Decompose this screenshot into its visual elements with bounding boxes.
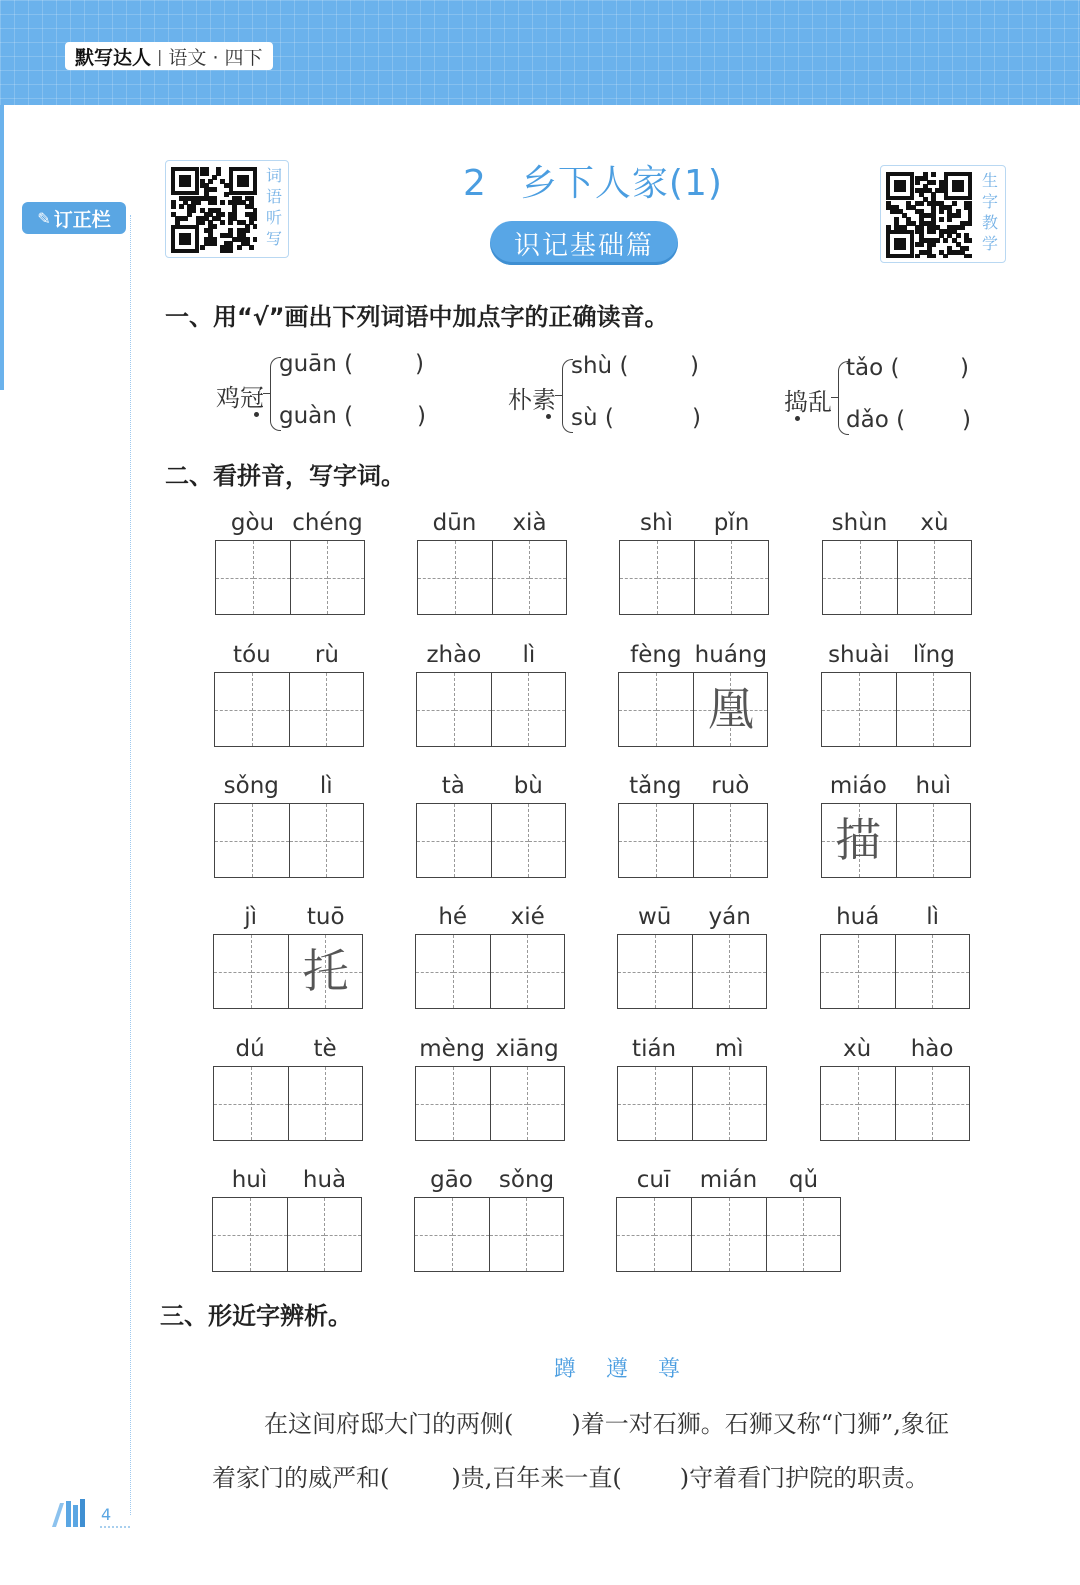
grid-cell-half <box>416 1067 453 1140</box>
grid-cell-half <box>729 1198 766 1271</box>
grid-cell-half <box>895 935 932 1008</box>
writing-grid[interactable] <box>820 934 970 1009</box>
grid-cell-half <box>252 804 289 877</box>
grid-cell-half <box>803 1198 840 1271</box>
grid-cell-half <box>617 1198 654 1271</box>
qr-code-icon <box>886 172 972 258</box>
emphasis-dot <box>254 412 259 417</box>
grid-cell-half <box>251 1067 288 1140</box>
grid-cell-half <box>327 541 364 614</box>
pronunciation-option[interactable]: guān ( <box>279 351 354 377</box>
qr-character-teaching[interactable] <box>880 165 1006 263</box>
qr-label: 生 字 教 学 <box>981 171 998 253</box>
grid-cell-half <box>654 1198 691 1271</box>
grid-cell-half <box>729 935 766 1008</box>
margin-divider <box>130 215 131 1515</box>
qr-label: 词 语 听 写 <box>265 166 282 248</box>
pinyin-label: mián <box>699 1167 758 1193</box>
grid-cell-half <box>655 1067 692 1140</box>
prefilled-character: 描 <box>835 813 882 867</box>
pinyin-label: huì <box>231 1167 268 1193</box>
qr-dictation[interactable] <box>165 160 289 258</box>
pronunciation-option[interactable]: guàn ( <box>279 403 354 429</box>
grid-cell-half <box>656 673 693 746</box>
grid-cell-half <box>415 1198 452 1271</box>
writing-grid[interactable] <box>416 803 566 878</box>
writing-grid[interactable] <box>214 803 364 878</box>
pinyin-label: xù <box>842 1036 872 1062</box>
grid-cell-half <box>251 935 288 1008</box>
pinyin-label: fèng <box>630 642 682 668</box>
pronunciation-option[interactable]: shù ( <box>571 353 629 379</box>
pinyin-label: jì <box>244 904 258 930</box>
target-word: 捣乱 <box>784 388 832 416</box>
grid-cell-half <box>823 541 860 614</box>
grid-cell-half <box>618 935 655 1008</box>
grid-cell-half <box>416 935 453 1008</box>
brand-subtitle: 语文 · 四下 <box>168 46 263 69</box>
grid-cell-half <box>729 1067 766 1140</box>
pinyin-label: hé <box>438 904 468 930</box>
page-number-underline <box>100 1526 130 1528</box>
pinyin-label: lì <box>522 642 536 668</box>
grid-cell-half <box>215 804 252 877</box>
question-3-title: 三、形近字辨析。 <box>160 1302 352 1330</box>
grid-cell-half <box>692 935 729 1008</box>
prefilled-character: 凰 <box>707 682 754 736</box>
lesson-name: 乡下人家(1) <box>520 163 723 204</box>
pinyin-label: gāo <box>430 1167 473 1193</box>
writing-grid[interactable] <box>415 1066 565 1141</box>
pinyin-label: pǐn <box>713 510 750 536</box>
pinyin-label: xiāng <box>495 1036 559 1062</box>
pronunciation-option[interactable]: dǎo ( <box>846 407 906 433</box>
pinyin-label: shùn <box>831 510 888 536</box>
section-badge: 识记基础篇 <box>490 221 678 265</box>
pinyin-label: tián <box>632 1036 677 1062</box>
writing-grid[interactable] <box>214 672 364 747</box>
pinyin-label: dūn <box>432 510 477 536</box>
grid-cell-half <box>452 1198 489 1271</box>
pinyin-label: rù <box>314 642 339 668</box>
pinyin-label: shì <box>640 510 673 536</box>
pinyin-label: tè <box>313 1036 337 1062</box>
grid-cell-half <box>250 1198 287 1271</box>
pencil-icon: ✎ <box>37 208 51 228</box>
grid-cell-half <box>287 1198 324 1271</box>
grid-cell-half <box>731 541 768 614</box>
pinyin-label: cuī <box>636 1167 671 1193</box>
brand-name: 默写达人 <box>75 46 152 69</box>
writing-grid[interactable] <box>212 1197 362 1272</box>
grid-cell-half <box>656 804 693 877</box>
grid-cell-half <box>215 673 252 746</box>
grid-cell-half <box>822 673 859 746</box>
book-brand <box>65 42 273 70</box>
correction-column-tab <box>22 202 126 234</box>
pinyin-label: tuō <box>306 904 345 930</box>
similar-characters <box>554 1352 710 1383</box>
grid-cell-half <box>655 935 692 1008</box>
grid-cell-half <box>491 673 528 746</box>
writing-grid[interactable] <box>616 1197 841 1272</box>
brace-tip <box>831 397 838 398</box>
correction-label: 订正栏 <box>53 208 111 231</box>
emphasis-dot <box>795 416 800 421</box>
passage-line-1: 在这间府邸大门的两侧( )着一对石狮。石狮又称“门狮”,象征 <box>264 1410 949 1438</box>
char-option: 蹲 <box>554 1357 577 1382</box>
grid-cell-half <box>490 935 527 1008</box>
grid-cell-half <box>618 1067 655 1140</box>
pinyin-label: sǒng <box>498 1167 555 1193</box>
grid-cell-half <box>213 1198 250 1271</box>
pinyin-label: lì <box>926 904 940 930</box>
grid-cell-half <box>619 673 656 746</box>
grid-cell-half <box>934 541 971 614</box>
pinyin-label: huáng <box>694 642 768 668</box>
pronunciation-option[interactable]: tǎo ( <box>846 355 900 381</box>
grid-cell-half <box>453 935 490 1008</box>
grid-cell-half <box>858 935 895 1008</box>
grid-cell-half <box>821 935 858 1008</box>
grid-cell-half <box>454 804 491 877</box>
pinyin-label: bù <box>513 773 543 799</box>
emphasis-dot <box>546 414 551 419</box>
grid-cell-half <box>454 673 491 746</box>
grid-cell-half <box>526 1198 563 1271</box>
answer-paren-close: ) <box>690 353 699 379</box>
grid-cell-half <box>896 673 933 746</box>
grid-cell-half <box>289 673 326 746</box>
page-number: 4 <box>101 1505 112 1524</box>
grid-cell-half <box>933 804 970 877</box>
char-option: 尊 <box>658 1357 681 1382</box>
pinyin-label: xié <box>510 904 545 930</box>
grid-cell-half <box>528 804 565 877</box>
pinyin-label: mèng <box>419 1036 485 1062</box>
grid-cell-half <box>527 1067 564 1140</box>
passage-line-2: 着家门的威严和( )贵,百年来一直( )守着看门护院的职责。 <box>212 1464 930 1492</box>
lesson-number: 2 <box>463 163 487 204</box>
brace-tip <box>555 395 562 396</box>
pinyin-label: ruò <box>711 773 750 799</box>
grid-cell-half <box>492 541 529 614</box>
lesson-title <box>463 155 723 206</box>
grid-cell-half <box>933 673 970 746</box>
grid-cell-half <box>288 1067 325 1140</box>
writing-grid[interactable] <box>414 1197 564 1272</box>
grid-cell-half <box>694 541 731 614</box>
grid-cell-half <box>214 1067 251 1140</box>
question-2-title: 二、看拼音，写字词。 <box>165 462 405 490</box>
grid-cell-half <box>895 1067 932 1140</box>
answer-paren-close: ) <box>417 403 426 429</box>
target-word: 朴素 <box>508 386 556 414</box>
grid-cell-half <box>619 804 656 877</box>
pinyin-label: tǎng <box>629 773 682 799</box>
question-1-title: 一、用“√”画出下列词语中加点字的正确读音。 <box>165 303 669 331</box>
grid-cell-half <box>730 804 767 877</box>
pinyin-label: qǔ <box>788 1167 819 1193</box>
grid-cell-half <box>417 804 454 877</box>
char-option: 遵 <box>606 1357 629 1382</box>
brace-tip <box>263 393 270 394</box>
pinyin-label: dú <box>235 1036 265 1062</box>
grid-cell-half <box>527 935 564 1008</box>
pinyin-label: chéng <box>292 510 363 536</box>
pinyin-label: shuài <box>828 642 890 668</box>
grid-cell-half <box>692 1067 729 1140</box>
grid-cell-half <box>932 935 969 1008</box>
grid-cell-half <box>453 1067 490 1140</box>
grid-cell-half <box>490 1067 527 1140</box>
writing-grid[interactable] <box>215 540 365 615</box>
grid-cell-half <box>289 804 326 877</box>
pinyin-label: sǒng <box>223 773 279 799</box>
left-edge-strip <box>0 105 4 390</box>
writing-grid[interactable] <box>417 540 567 615</box>
grid-cell-half <box>455 541 492 614</box>
writing-grid[interactable] <box>619 540 769 615</box>
grid-cell-half <box>821 1067 858 1140</box>
grid-cell-half <box>216 541 253 614</box>
grid-cell-half <box>214 935 251 1008</box>
pinyin-label: gòu <box>230 510 275 536</box>
answer-paren-close: ) <box>962 407 971 433</box>
writing-grid[interactable] <box>415 934 565 1009</box>
grid-cell-half <box>529 541 566 614</box>
writing-grid[interactable] <box>213 1066 363 1141</box>
grid-cell-half <box>290 541 327 614</box>
pinyin-label: huà <box>302 1167 347 1193</box>
brand-separator: | <box>157 46 163 66</box>
grid-cell-half <box>932 1067 969 1140</box>
pinyin-label: tóu <box>233 642 271 668</box>
answer-paren-close: ) <box>415 351 424 377</box>
pinyin-label: xù <box>920 510 949 536</box>
pinyin-label: wū <box>637 904 672 930</box>
pinyin-label: hào <box>910 1036 954 1062</box>
target-word: 鸡冠 <box>216 384 264 412</box>
grid-cell-half <box>417 673 454 746</box>
grid-cell-half <box>859 673 896 746</box>
writing-grid[interactable] <box>822 540 972 615</box>
writing-grid[interactable] <box>821 672 971 747</box>
grid-cell-half <box>896 804 933 877</box>
grid-cell-half <box>491 804 528 877</box>
books-icon <box>48 1497 88 1529</box>
grid-cell-half <box>326 804 363 877</box>
grid-cell-half <box>620 541 657 614</box>
grid-cell-half <box>324 1198 361 1271</box>
grid-cell-half <box>897 541 934 614</box>
pinyin-label: huì <box>915 773 952 799</box>
pinyin-label: lì <box>319 773 333 799</box>
qr-code-icon <box>171 167 257 253</box>
grid-cell-half <box>489 1198 526 1271</box>
grid-cell-half <box>693 804 730 877</box>
grid-cell-half <box>253 541 290 614</box>
answer-paren-close: ) <box>960 355 969 381</box>
prefilled-character: 托 <box>302 944 349 998</box>
writing-grid[interactable] <box>416 672 566 747</box>
grid-cell-half <box>860 541 897 614</box>
pinyin-label: lǐng <box>912 642 955 668</box>
writing-grid[interactable] <box>617 1066 767 1141</box>
pinyin-label: yán <box>708 904 751 930</box>
grid-cell-half <box>326 673 363 746</box>
pinyin-label: tà <box>441 773 465 799</box>
writing-grid[interactable] <box>617 934 767 1009</box>
writing-grid[interactable] <box>820 1066 970 1141</box>
grid-cell-half <box>325 1067 362 1140</box>
pinyin-label: miáo <box>829 773 887 799</box>
grid-cell-half <box>418 541 455 614</box>
pronunciation-option[interactable]: sù ( <box>571 405 614 431</box>
answer-paren-close: ) <box>692 405 701 431</box>
grid-cell-half <box>766 1198 803 1271</box>
pinyin-label: mì <box>714 1036 744 1062</box>
pinyin-label: huá <box>836 904 880 930</box>
grid-cell-half <box>691 1198 728 1271</box>
writing-grid[interactable] <box>618 803 768 878</box>
pinyin-label: xià <box>512 510 547 536</box>
grid-cell-half <box>528 673 565 746</box>
grid-cell-half <box>657 541 694 614</box>
grid-cell-half <box>252 673 289 746</box>
pinyin-label: zhào <box>426 642 482 668</box>
grid-cell-half <box>858 1067 895 1140</box>
